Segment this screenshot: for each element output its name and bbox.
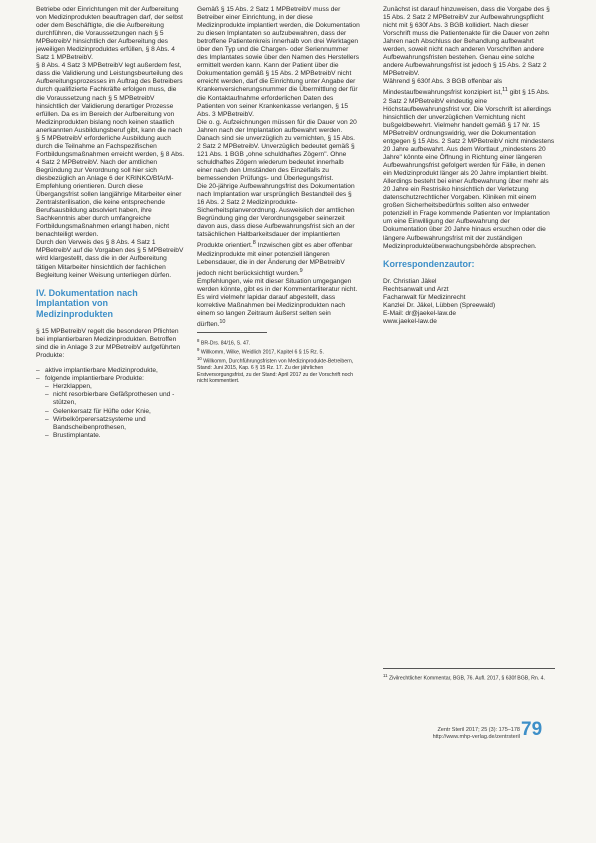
contact-line: Fachanwalt für Medizinrecht [383, 294, 466, 302]
author-contact [383, 278, 555, 326]
footnote-marker: 10 [219, 319, 226, 326]
contact-website[interactable]: www.jaekel-law.de [383, 318, 437, 326]
journal-url[interactable]: http://www.mhp-verlag.de/zentrsteril [432, 733, 520, 740]
paragraph-text: gibt § 15 Abs. 2 Satz 2 MPBetreibV eindeutig eine Höchstaufbewahrungsfrist vor. Die Vorschrift ist allerdings hinsichtlich der unverzüglichen Vernichtung nicht bußgeldbewehrt. Vielmehr handelt gemäß § 17 Nr. 15 MPBetreibV ordnungswidrig, wer die Dokumentation entgegen § 15 Abs. 2 Satz 2 MPBetreibV nicht mindestens 20 Jahre aufbewahrt. Aus dem Wortlaut „mindestens 20 Jahre" könnte eine Öffnung in Richtung einer längeren Aufbewahrungsfrist gefolgert werden für Fälle, in denen ein Medizinprodukt länger als 20 Jahre implantiert bleibt. Allerdings besteht bei einer Aufbewahrung über mehr als 20 Jahre ein Restrisiko hinsichtlich der Verletzung datenschutzrechtlicher Vorgaben. Kliniken mit einem großen Sicherheitsbedürfnis sollten also entweder potenziell in Frage kommende Patienten vor Implantation um eine Einwilligung der Aufbewahrung der Dokumentation über 20 Jahre hinaus ersuchen oder die längere Aufbewahrungsfrist mit der zuständigen Medizinprodukteüberwachungsbehörde absprechen. [383, 89, 555, 250]
implant-sublist [45, 383, 186, 439]
page-footer [380, 727, 520, 741]
footnote-text: BR-Drs. 84/16, S. 47. [200, 341, 251, 348]
footnotes [197, 338, 360, 384]
section-heading: IV. Dokumentation nach Implantation von Medizinprodukten [36, 287, 138, 319]
footnote-text: Zivilrechtlicher Kommentar, BGB, 76. Aufl. 2017, § 630f BGB, Rn. 4. [388, 675, 545, 682]
footnote-right [383, 668, 555, 682]
sublist-item: – Herzklappen, [45, 383, 186, 391]
footnote-marker: 9 [299, 267, 303, 274]
list-item: – aktive implantierbare Medizinprodukte, [36, 367, 186, 375]
implant-list [36, 367, 186, 439]
footnote-number: 8 [197, 338, 200, 344]
footnote-number: 10 [197, 356, 202, 362]
section-heading: Korrespondenzautor: [383, 258, 475, 269]
page-number: 79 [521, 719, 543, 740]
footnote-number: 9 [197, 347, 200, 353]
paragraph: Betriebe oder Einrichtungen mit der Aufbereitung von Medizinprodukten beauftragen darf, der selbst oder dem Beschäftigte, die die Aufbereitung durchführen, die Voraussetzungen nach § 5 MPBetreibV hinsichtlich der Aufbereitung des jeweiligen Medizinproduktes erfüllen, § 8 Abs. 4 Satz 1 MPBetreibV. [36, 6, 183, 62]
paragraph-text: Die 20-jährige Aufbewahrungsfrist des Dokumentation nach Implantation war ursprünglich Bestandteil des § 16 Abs. 2 Satz 2 Medizinprodukte-Sicherheitsplanverordnung. Ausweislich der amtlichen Begründung ging der Verordnungsgeber seinerzeit davon aus, dass diese Aufbewahrungsfrist sich an der tatsächlichen Haltbarkeitsdauer der implantierten Produkte orientiert. [197, 183, 355, 250]
footnote-marker: 11 [502, 87, 508, 94]
column-middle [197, 6, 360, 384]
sublist-item: – Gelenkersatz für Hüfte oder Knie, [45, 408, 186, 416]
paragraph: § 15 MPBetreibV regelt die besonderen Pflichten bei implantierbaren Medizinprodukten. Betroffen sind die in Anlage 3 zur MPBetreibV aufgeführten Produkte: [36, 328, 181, 360]
footnote [197, 338, 360, 347]
footnote [197, 347, 360, 356]
sublist-item: – Wirbelkörperersatzsysteme und Bandscheibenprothesen, [45, 416, 186, 432]
contact-email[interactable]: E-Mail: dr@jaekel-law.de [383, 310, 457, 318]
contact-line: Kanzlei Dr. Jäkel, Lübben (Spreewald) [383, 302, 496, 310]
contact-line: Rechtsanwalt und Arzt [383, 286, 449, 294]
column-right [383, 6, 555, 326]
list-item [36, 375, 186, 439]
footnote-marker: 8 [252, 240, 256, 247]
paragraph-text: Während § 630f Abs. 3 BGB offenbar als Mindestaufbewahrungsfrist konzipiert ist, [383, 78, 503, 97]
paragraph: § 8 Abs. 4 Satz 3 MPBetreibV legt außerdem fest, dass die Validierung und Leistungsbeurteilung des Aufbereitungsprozesses im Auftrag des Betreibers durch qualifizierte Fachkräfte erfolgen muss, die die Voraussetzung nach § 5 MPBetreibV hinsichtlich der Validierung derartiger Prozesse erfüllen. Da es im Bereich der Aufbereitung von Medizinprodukten bislang noch keinen staatlich anerkannten Ausbildungsberuf gibt, kann die nach § 5 MPBetreibV erforderliche Ausbildung auch durch die Teilnahme an Fachspezifischen Fortbildungsmaßnahmen erreicht werden, § 8 Abs. 4 Satz 2 MPBetreibV. Nach der amtlichen Begründung zur Verordnung soll hier sich diesbezüglich an Anlage 6 der KRINKO/BfArM-Empfehlung orientieren. Durch diese Übergangsfrist sollen langjährige Mitarbeiter einer Zentralsterilisation, die keine entsprechende Berufsausbildung absolviert haben, ihre Sachkenntnis aber durch umfangreiche Fortbildungsmaßnahmen erlangt haben, nicht benachteiligt werden. [36, 62, 185, 239]
paragraph [197, 278, 360, 329]
footnote-text: Willkomm, Wilke, Weidlich 2017, Kapitel 6 § 15 Rz. 5. [200, 350, 324, 357]
list-item-label: folgende implantierbare Produkte: [45, 375, 144, 383]
column-left [36, 6, 186, 440]
sublist-item: – Brustimplantate. [45, 432, 186, 440]
journal-citation: Zentr Steril 2017; 25 (3): 175–178 [437, 727, 520, 733]
contact-line: Dr. Christian Jäkel [383, 278, 437, 286]
paragraph: Zunächst ist darauf hinzuweisen, dass die Vorgabe des § 15 Abs. 2 Satz 2 MPBetreibV zur Aufbewahrungspflicht nicht mit § 630f Abs. 3 BGB kollidiert. Nach dieser Vorschrift muss die Patientenakte für die Dauer von zehn Jahren nach Abschluss der Behandlung aufbewahrt werden, soweit nicht nach anderen Vorschriften andere Aufbewahrungsfristen bestehen. Genau eine solche andere Aufbewahrungsfrist ist jedoch § 15 Abs. 2 Satz 2 MPBetreibV. [383, 6, 550, 78]
footnote-number: 11 [383, 673, 388, 678]
sublist-item: – nicht resorbierbare Gefäßprothesen und -stützen, [45, 391, 186, 407]
footnote [383, 673, 555, 682]
paragraph [383, 78, 555, 250]
paragraph: Gemäß § 15 Abs. 2 Satz 1 MPBetreibV muss der Betreiber einer Einrichtung, in der diese Medizinprodukte implantiert werden, die Dokumentation zu diesen Implantaten so aufzubewahren, dass der betroffene Patientenkreis innerhalb von drei Werktagen über den Typ und die Chargen- oder Seriennummer des Implantates sowie über den Namen des Herstellers ermittelt werden kann. Kann der Patient über die Dokumentation gemäß § 15 Abs. 2 MPBetreibV nicht erreicht werden, darf die Einrichtung unter Angabe der Krankenversicherungsnummer die Übermittlung der für die Kontaktaufnahme erforderlichen Daten des Patienten von seiner Krankenkasse verlangen, § 15 Abs. 3 MPBetreibV. [197, 6, 360, 118]
paragraph [197, 183, 360, 278]
footnote-rule [197, 332, 267, 336]
paragraph: Durch den Verweis des § 8 Abs. 4 Satz 1 MPBetreibV auf die Vorgaben des § 5 MPBetreibV wird klargestellt, dass die in der Aufbereitung tätigen Mitarbeiter hinsichtlich der fachlichen Begleitung keiner Weisung unterliegen dürfen. [36, 239, 184, 279]
footnote-text: Willkomm, Durchführungsfristen von Medizinprodukte-Betreibern, Stand: Juni 2015, Kap. 6 § 15 Rz. 17. Zu der jährlichen Erstversorgungsfrist, zu der Stand: April 2017 zu der Vorschrift noch nicht kommentiert. [197, 359, 354, 385]
paragraph: Die o. g. Aufzeichnungen müssen für die Dauer von 20 Jahren nach der Implantation aufbewahrt werden. Danach sind sie unverzüglich zu vernichten, § 15 Abs. 2 Satz 2 MPBetreibV. Unverzüglich bedeutet gemäß § 121 Abs. 1 BGB „ohne schuldhaftes Zögern". Ohne schuldhaftes Zögern wiederum bedeutet innerhalb einer nach den Umständen des Einzelfalls zu bemessenden Prüfungs- und Überlegungsfrist. [197, 118, 357, 182]
paragraph-text: Empfehlungen, wie mit dieser Situation umgegangen werden könnte, gibt es in der Kommentarliteratur nicht. Es wird vielmehr lapidar darauf abgestellt, dass korrektive Maßnahmen bei Medizinprodukten nach einem so langen Zeitraum äußerst selten sein dürften. [197, 277, 358, 329]
paragraph-text: Inzwischen gibt es aber offenbar Medizinprodukte mit einer potenziell längeren Lebensdauer, die in der Änderung der MPBetreibV jedoch nicht berücksichtigt wurden. [197, 242, 353, 277]
footnote [197, 356, 360, 384]
